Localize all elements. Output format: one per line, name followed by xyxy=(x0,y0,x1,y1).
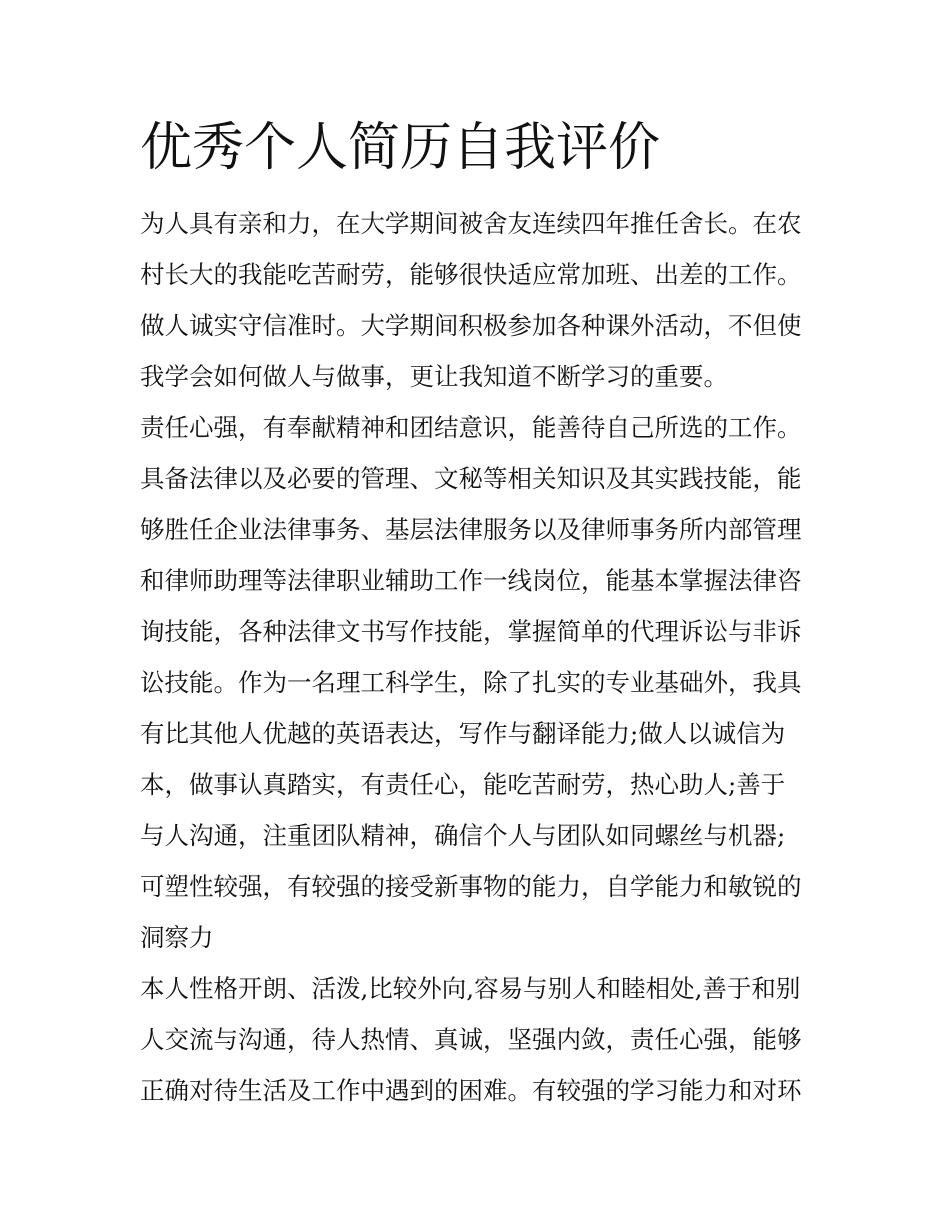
text-line: 本人性格开朗、活泼,比较外向,容易与别人和睦相处,善于和别 xyxy=(140,974,801,1003)
text-line: 够胜任企业法律事务、基层法律服务以及律师事务所内部管理 xyxy=(140,515,802,544)
text-line: 做人诚实守信准时。大学期间积极参加各种课外活动，不但使 xyxy=(140,311,802,340)
text-line: 村长大的我能吃苦耐劳，能够很快适应常加班、出差的工作。 xyxy=(140,260,802,289)
text-line: 和律师助理等法律职业辅助工作一线岗位，能基本掌握法律咨 xyxy=(140,566,802,595)
text-line: 为人具有亲和力，在大学期间被舍友连续四年推任舍长。在农 xyxy=(140,209,802,238)
text-line: 有比其他人优越的英语表达，写作与翻译能力;做人以诚信为 xyxy=(140,719,786,748)
body-text xyxy=(140,198,820,1116)
text-line: 本，做事认真踏实，有责任心，能吃苦耐劳，热心助人;善于 xyxy=(140,770,786,799)
text-line: 可塑性较强，有较强的接受新事物的能力，自学能力和敏锐的 xyxy=(140,872,802,901)
page-title: 优秀个人简历自我评价 xyxy=(140,118,661,178)
text-line: 正确对待生活及工作中遇到的困难。有较强的学习能力和对环 xyxy=(140,1076,802,1105)
text-line: 我学会如何做人与做事，更让我知道不断学习的重要。 xyxy=(140,362,728,391)
text-line: 洞察力 xyxy=(140,923,214,952)
text-line: 具备法律以及必要的管理、文秘等相关知识及其实践技能，能 xyxy=(140,464,802,493)
text-line: 责任心强，有奉献精神和团结意识，能善待自己所选的工作。 xyxy=(140,413,802,442)
text-line: 与人沟通，注重团队精神，确信个人与团队如同螺丝与机器; xyxy=(140,821,786,850)
text-line: 人交流与沟通，待人热情、真诚，坚强内敛，责任心强，能够 xyxy=(140,1025,802,1054)
text-line: 询技能，各种法律文书写作技能，掌握简单的代理诉讼与非诉 xyxy=(140,617,802,646)
text-line: 讼技能。作为一名理工科学生，除了扎实的专业基础外，我具 xyxy=(140,668,802,697)
